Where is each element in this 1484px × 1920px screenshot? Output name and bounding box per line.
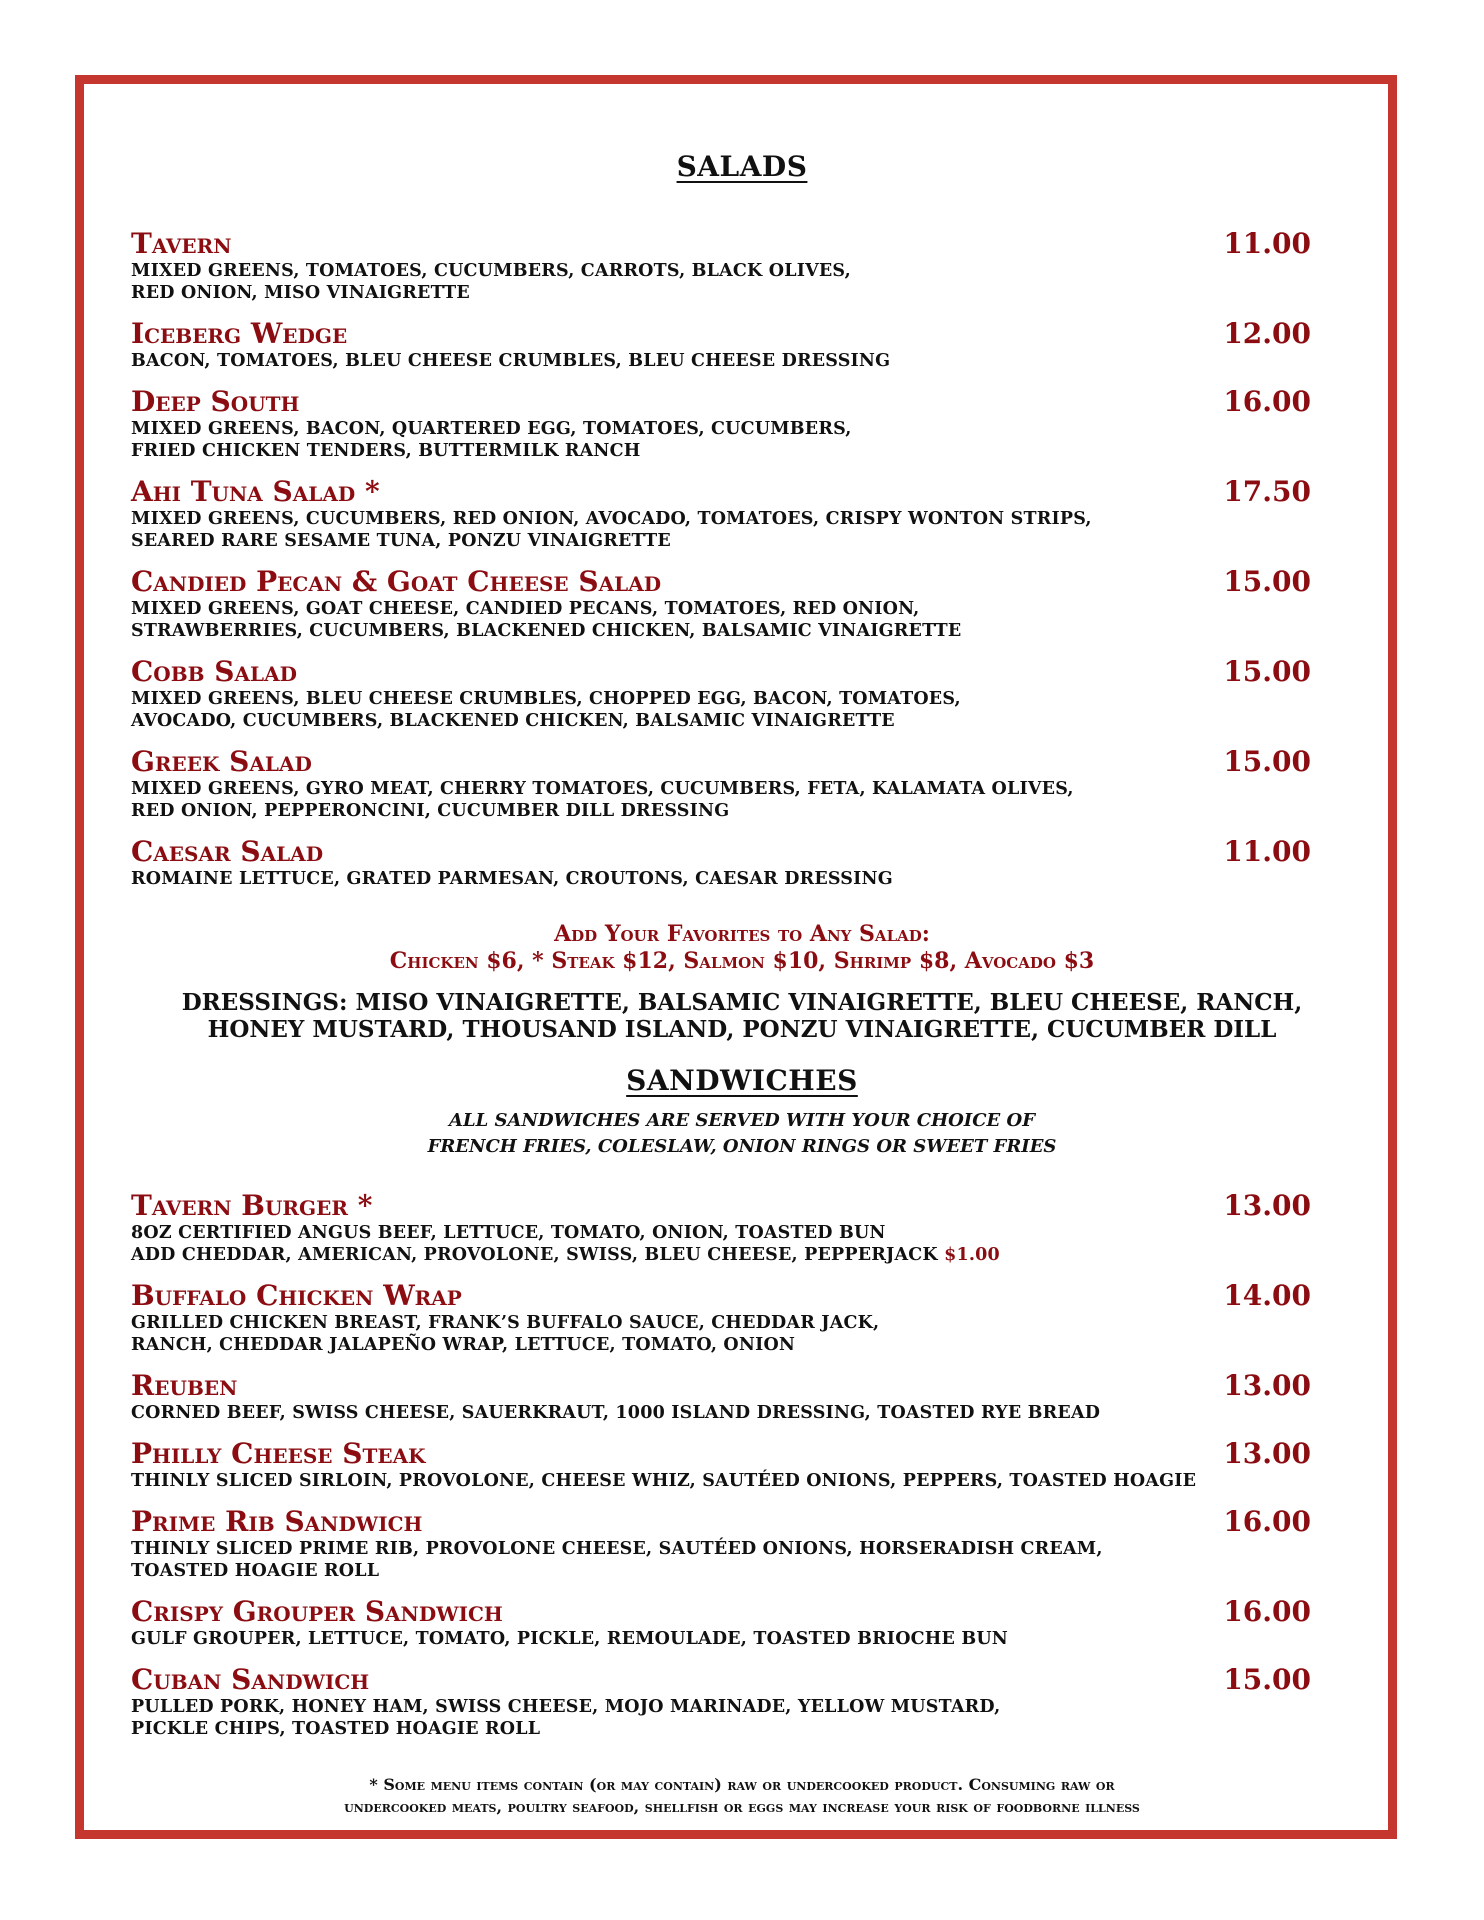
item-description: CORNED BEEF, SWISS CHEESE, SAUERKRAUT, 1000 ISLAND DRESSING, TOASTED RYE BREAD (131, 1403, 1101, 1423)
dressings-line: DRESSINGS: MISO VINAIGRETTE, BALSAMIC VINAIGRETTE, BLEU CHEESE, RANCH, (181, 989, 1303, 1016)
menu-item-deep-south (131, 386, 1311, 462)
item-description: TOASTED HOAGIE ROLL (131, 1561, 380, 1581)
item-price: 16.00 (1223, 1505, 1311, 1538)
item-price: 12.00 (1223, 317, 1311, 350)
menu-item-prime-rib-sandwich (131, 1506, 1311, 1582)
item-description: MIXED GREENS, TOMATOES, CUCUMBERS, CARROTS, BLACK OLIVES, (131, 261, 851, 281)
menu-item-cuban-sandwich (131, 1664, 1311, 1740)
menu-item-crispy-grouper-sandwich (131, 1596, 1311, 1650)
item-price: 13.00 (1223, 1189, 1311, 1222)
item-description: PICKLE CHIPS, TOASTED HOAGIE ROLL (131, 1719, 541, 1739)
item-name: Caesar Salad (131, 835, 324, 868)
salad-addons-list: Chicken $6, * Steak $12, Salmon $10, Shrimp $8, Avocado $3 (389, 948, 1095, 974)
item-description: RED ONION, PEPPERONCINI, CUCUMBER DILL DRESSING (131, 801, 730, 821)
sandwiches-note: ALL SANDWICHES ARE SERVED WITH YOUR CHOICE OF (449, 1110, 1035, 1131)
item-description: MIXED GREENS, BLEU CHEESE CRUMBLES, CHOPPED EGG, BACON, TOMATOES, (131, 689, 961, 709)
item-price: 15.00 (1223, 655, 1311, 688)
item-price: 16.00 (1223, 385, 1311, 418)
item-price: 13.00 (1223, 1437, 1311, 1470)
item-description: THINLY SLICED SIRLOIN, PROVOLONE, CHEESE WHIZ, SAUTÉED ONIONS, PEPPERS, TOASTED HOAGIE (131, 1471, 1197, 1491)
item-price: 14.00 (1223, 1279, 1311, 1312)
item-description: GULF GROUPER, LETTUCE, TOMATO, PICKLE, REMOULADE, TOASTED BRIOCHE BUN (131, 1629, 1008, 1649)
menu-item-buffalo-chicken-wrap (131, 1280, 1311, 1356)
item-description: PULLED PORK, HONEY HAM, SWISS CHEESE, MOJO MARINADE, YELLOW MUSTARD, (131, 1697, 1001, 1717)
item-description: THINLY SLICED PRIME RIB, PROVOLONE CHEESE, SAUTÉED ONIONS, HORSERADISH CREAM, (131, 1539, 1103, 1559)
menu-item-reuben (131, 1370, 1311, 1424)
item-name: Tavern (131, 227, 232, 260)
menu-item-caesar-salad (131, 836, 1311, 890)
raw-food-disclaimer: * Some menu items contain (or may contain) raw or undercooked product. Consuming raw or (369, 1775, 1115, 1794)
item-description: ROMAINE LETTUCE, GRATED PARMESAN, CROUTONS, CAESAR DRESSING (131, 869, 893, 889)
item-description: MIXED GREENS, CUCUMBERS, RED ONION, AVOCADO, TOMATOES, CRISPY WONTON STRIPS, (131, 509, 1092, 529)
sandwiches-heading: SANDWICHES (626, 1064, 858, 1097)
sandwiches-note: FRENCH FRIES, COLESLAW, ONION RINGS OR SWEET FRIES (427, 1136, 1057, 1157)
menu-item-candied-pecan-goat-cheese-salad (131, 566, 1311, 642)
item-price: 13.00 (1223, 1369, 1311, 1402)
menu-item-tavern (131, 228, 1311, 304)
item-price: 11.00 (1223, 835, 1311, 868)
salads-heading: SALADS (676, 150, 808, 183)
item-description: AVOCADO, CUCUMBERS, BLACKENED CHICKEN, BALSAMIC VINAIGRETTE (131, 711, 895, 731)
item-name: Cuban Sandwich (131, 1663, 370, 1696)
item-description: RED ONION, MISO VINAIGRETTE (131, 283, 470, 303)
item-description: GRILLED CHICKEN BREAST, FRANK’S BUFFALO SAUCE, CHEDDAR JACK, (131, 1313, 880, 1333)
cheese-addon-price: $1.00 (944, 1245, 1000, 1265)
item-price: 15.00 (1223, 565, 1311, 598)
item-name: Iceberg Wedge (131, 317, 348, 350)
item-price: 15.00 (1223, 1663, 1311, 1696)
item-description: MIXED GREENS, GOAT CHEESE, CANDIED PECANS, TOMATOES, RED ONION, (131, 599, 920, 619)
menu-item-philly-cheese-steak (131, 1438, 1311, 1492)
item-description: 8OZ CERTIFIED ANGUS BEEF, LETTUCE, TOMATO, ONION, TOASTED BUN (131, 1223, 886, 1243)
item-description: SEARED RARE SESAME TUNA, PONZU VINAIGRETTE (131, 531, 671, 551)
item-description: FRIED CHICKEN TENDERS, BUTTERMILK RANCH (131, 441, 641, 461)
item-description: MIXED GREENS, BACON, QUARTERED EGG, TOMATOES, CUCUMBERS, (131, 419, 852, 439)
salad-addons-heading: Add Your Favorites to Any Salad: (554, 921, 930, 947)
item-description: RANCH, CHEDDAR JALAPEÑO WRAP, LETTUCE, TOMATO, ONION (131, 1335, 796, 1355)
menu-item-cobb-salad (131, 656, 1311, 732)
dressings-line: HONEY MUSTARD, THOUSAND ISLAND, PONZU VINAIGRETTE, CUCUMBER DILL (207, 1016, 1277, 1043)
raw-food-disclaimer: undercooked meats, poultry seafood, shellfish or eggs may increase your risk of foodborne illness (344, 1797, 1140, 1816)
item-price: 16.00 (1223, 1595, 1311, 1628)
cheese-addon-text: ADD CHEDDAR, AMERICAN, PROVOLONE, SWISS, BLEU CHEESE, PEPPERJACK (131, 1245, 938, 1265)
item-name: Candied Pecan & Goat Cheese Salad (131, 565, 662, 598)
item-name: Crispy Grouper Sandwich (131, 1595, 503, 1628)
menu-item-iceberg-wedge (131, 318, 1311, 372)
item-description: STRAWBERRIES, CUCUMBERS, BLACKENED CHICKEN, BALSAMIC VINAIGRETTE (131, 621, 962, 641)
item-name: Reuben (131, 1369, 238, 1402)
item-name: Deep South (131, 385, 300, 418)
item-description (131, 1244, 1311, 1266)
item-description: MIXED GREENS, GYRO MEAT, CHERRY TOMATOES, CUCUMBERS, FETA, KALAMATA OLIVES, (131, 779, 1074, 799)
menu-item-tavern-burger (131, 1190, 1311, 1266)
menu-item-ahi-tuna-salad (131, 476, 1311, 552)
item-price: 15.00 (1223, 745, 1311, 778)
item-price: 11.00 (1223, 227, 1311, 260)
menu-item-greek-salad (131, 746, 1311, 822)
item-name: Cobb Salad (131, 655, 297, 688)
item-name: Buffalo Chicken Wrap (131, 1279, 462, 1312)
item-name: Tavern Burger * (131, 1189, 373, 1222)
item-price: 17.50 (1223, 475, 1311, 508)
item-description: BACON, TOMATOES, BLEU CHEESE CRUMBLES, BLEU CHEESE DRESSING (131, 351, 891, 371)
item-name: Philly Cheese Steak (131, 1437, 426, 1470)
item-name: Prime Rib Sandwich (131, 1505, 423, 1538)
item-name: Greek Salad (131, 745, 312, 778)
item-name: Ahi Tuna Salad * (131, 475, 380, 508)
